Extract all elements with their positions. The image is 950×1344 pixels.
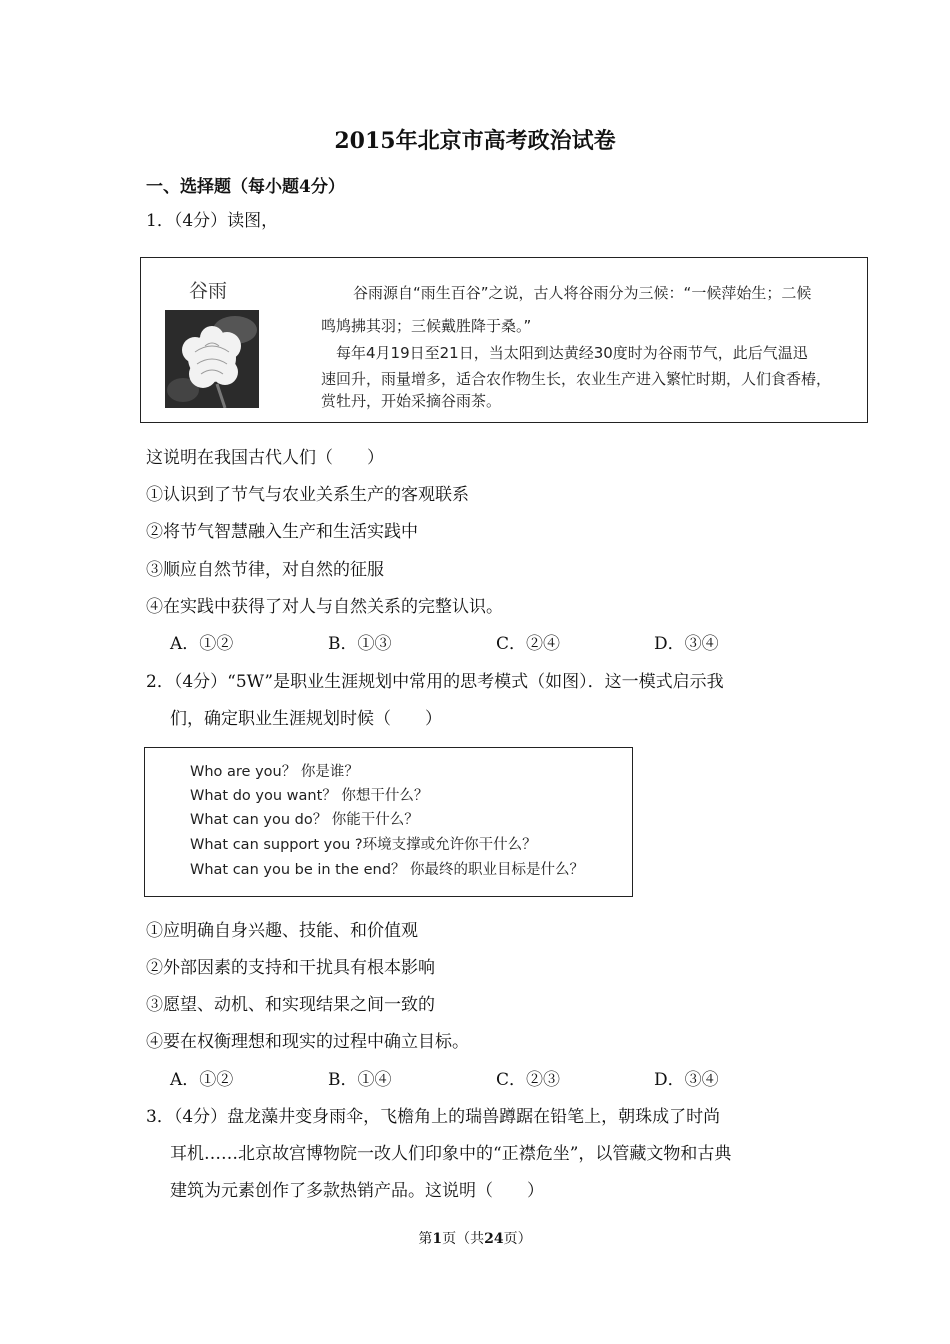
q1-option-b: B．①③: [328, 634, 392, 654]
q1-stem: 1．（4分）读图，: [146, 211, 279, 231]
q2-stem-line-1: 2．（4分）“5W”是职业生涯规划中常用的思考模式（如图）．这一模式启示我: [146, 672, 724, 692]
q3-line-1: 3．（4分）盘龙藻井变身雨伞，飞檐角上的瑞兽蹲踞在铅笔上，朝珠成了时尚: [146, 1107, 721, 1127]
q1-figure-text-4: 速回升，雨量增多，适合农作物生长，农业生产进入繁忙时期，人们食香椿，: [321, 370, 832, 388]
q3-line-2: 耳机……北京故宫博物院一改人们印象中的“正襟危坐”，以管藏文物和古典: [170, 1144, 732, 1164]
q2-figure-box: [144, 747, 633, 897]
q1-prompt: 这说明在我国古代人们（ ）: [146, 448, 384, 468]
q1-option-a: A．①②: [170, 634, 234, 654]
q2-option-d: D．③④: [654, 1070, 719, 1090]
q1-figure-box: [140, 257, 868, 423]
peony-photo: [165, 310, 259, 408]
q1-item-3: ③顺应自然节律，对自然的征服: [146, 560, 384, 580]
q2-stem-line-2: 们，确定职业生涯规划时候（ ）: [170, 709, 442, 729]
q2-item-2: ②外部因素的支持和干扰具有根本影响: [146, 958, 435, 978]
q2-figure-text-2: What do you want？ 你想干什么？: [190, 788, 429, 804]
q2-figure-text-5: What can you be in the end？ 你最终的职业目标是什么？: [190, 862, 585, 878]
footer-suffix: 页）: [503, 1231, 532, 1247]
footer-total-pages: 24: [484, 1231, 504, 1247]
q1-option-d: D．③④: [654, 634, 719, 654]
q2-option-c: C．②③: [496, 1070, 561, 1090]
q2-item-4: ④要在权衡理想和现实的过程中确立目标。: [146, 1032, 469, 1052]
q2-item-1: ①应明确自身兴趣、技能、和价值观: [146, 921, 418, 941]
peony-icon: [165, 310, 259, 408]
q1-item-1: ①认识到了节气与农业关系生产的客观联系: [146, 485, 469, 505]
footer-prefix: 第: [418, 1231, 433, 1247]
q1-figure-label: 谷雨: [189, 280, 228, 302]
q1-item-4: ④在实践中获得了对人与自然关系的完整认识。: [146, 597, 503, 617]
q2-item-3: ③愿望、动机、和实现结果之间一致的: [146, 995, 435, 1015]
q2-option-b: B．①④: [328, 1070, 392, 1090]
section-heading: 一、选择题（每小题4分）: [146, 177, 345, 197]
page-footer: [0, 1228, 950, 1248]
q1-figure-text-5: 赏牡丹，开始采摘谷雨茶。: [321, 392, 502, 410]
q2-figure-text-4: What can support you ?环境支撑或允许你干什么？: [190, 837, 537, 853]
page-title: 2015年北京市高考政治试卷: [334, 128, 616, 154]
q2-figure-text-3: What can you do？ 你能干什么？: [190, 812, 419, 828]
footer-mid: 页（共: [442, 1231, 485, 1247]
q1-figure-text-2: 鸣鸠拂其羽；三候戴胜降于桑。”: [321, 317, 532, 335]
q1-option-c: C．②④: [496, 634, 561, 654]
q1-item-2: ②将节气智慧融入生产和生活实践中: [146, 522, 418, 542]
q1-figure-text-1: 谷雨源自“雨生百谷”之说，古人将谷雨分为三候：“一候萍始生；二候: [353, 284, 812, 302]
q1-figure-text-3: 每年4月19日至21日，当太阳到达黄经30度时为谷雨节气，此后气温迅: [336, 344, 808, 362]
q2-figure-text-1: Who are you？ 你是谁？: [190, 764, 359, 780]
footer-page-number: 1: [432, 1231, 443, 1247]
q2-option-a: A．①②: [170, 1070, 234, 1090]
q3-line-3: 建筑为元素创作了多款热销产品。这说明（ ）: [170, 1181, 544, 1201]
